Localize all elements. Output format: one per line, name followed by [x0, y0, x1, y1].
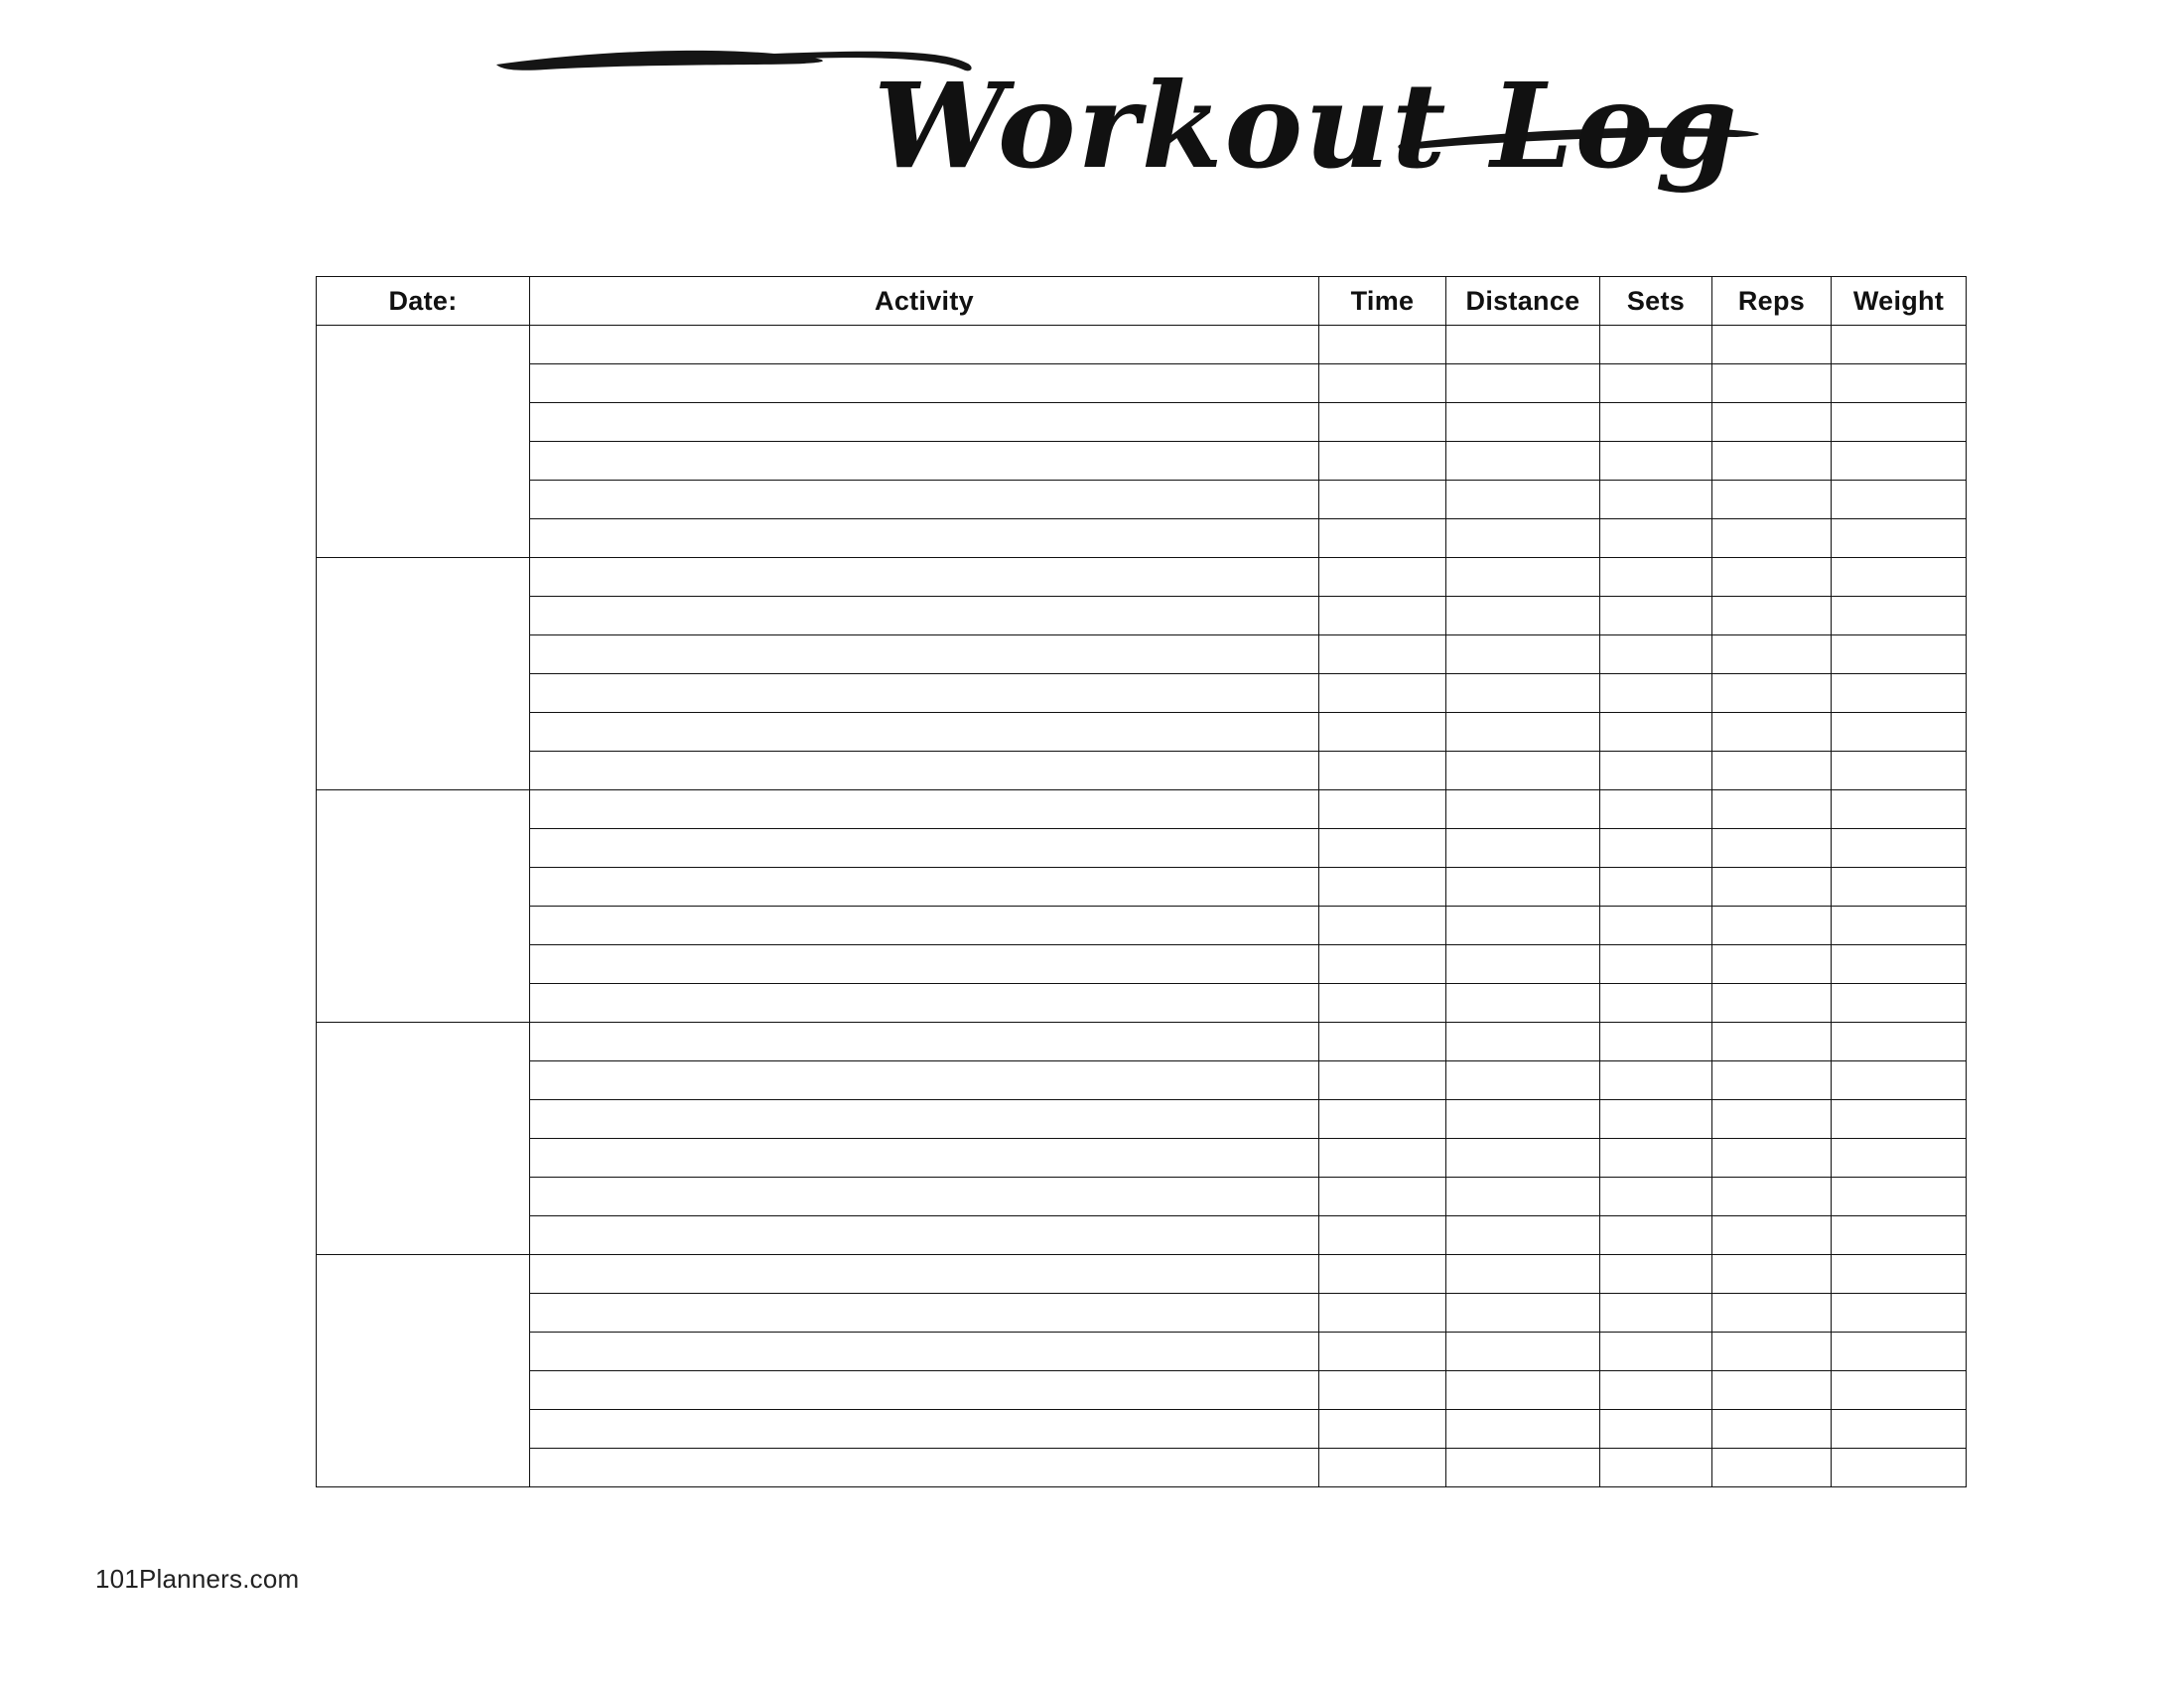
- distance-field[interactable]: [1446, 1371, 1600, 1410]
- weight-field[interactable]: [1832, 635, 1967, 674]
- activity-field[interactable]: [530, 1294, 1319, 1333]
- sets-field[interactable]: [1600, 519, 1712, 558]
- table-row: [317, 1333, 1967, 1371]
- table-row: [317, 597, 1967, 635]
- time-field[interactable]: [1319, 752, 1446, 790]
- reps-field[interactable]: [1712, 868, 1832, 907]
- weight-field[interactable]: [1832, 1216, 1967, 1255]
- sets-field[interactable]: [1600, 1216, 1712, 1255]
- reps-field[interactable]: [1712, 945, 1832, 984]
- column-header-date: Date:: [317, 277, 530, 326]
- weight-field[interactable]: [1832, 558, 1967, 597]
- weight-field[interactable]: [1832, 364, 1967, 403]
- time-field[interactable]: [1319, 481, 1446, 519]
- reps-field[interactable]: [1712, 1449, 1832, 1487]
- activity-field[interactable]: [530, 1178, 1319, 1216]
- sets-field[interactable]: [1600, 1100, 1712, 1139]
- reps-field[interactable]: [1712, 1023, 1832, 1061]
- time-field[interactable]: [1319, 1139, 1446, 1178]
- sets-field[interactable]: [1600, 945, 1712, 984]
- table-row: [317, 1061, 1967, 1100]
- reps-field[interactable]: [1712, 326, 1832, 364]
- distance-field[interactable]: [1446, 1410, 1600, 1449]
- time-field[interactable]: [1319, 1216, 1446, 1255]
- time-field[interactable]: [1319, 713, 1446, 752]
- document-header: [0, 20, 2184, 248]
- activity-field[interactable]: [530, 403, 1319, 442]
- weight-field[interactable]: [1832, 945, 1967, 984]
- table-row: [317, 481, 1967, 519]
- sets-field[interactable]: [1600, 403, 1712, 442]
- table-row: [317, 403, 1967, 442]
- sets-field[interactable]: [1600, 1139, 1712, 1178]
- weight-field[interactable]: [1832, 713, 1967, 752]
- reps-field[interactable]: [1712, 984, 1832, 1023]
- distance-field[interactable]: [1446, 752, 1600, 790]
- sets-field[interactable]: [1600, 481, 1712, 519]
- table-row: [317, 442, 1967, 481]
- distance-field[interactable]: [1446, 1061, 1600, 1100]
- time-field[interactable]: [1319, 1100, 1446, 1139]
- weight-field[interactable]: [1832, 1023, 1967, 1061]
- distance-field[interactable]: [1446, 1216, 1600, 1255]
- distance-field[interactable]: [1446, 1139, 1600, 1178]
- time-field[interactable]: [1319, 1255, 1446, 1294]
- workout-log-sheet: [316, 276, 1966, 1487]
- sets-field[interactable]: [1600, 364, 1712, 403]
- distance-field[interactable]: [1446, 829, 1600, 868]
- time-field[interactable]: [1319, 403, 1446, 442]
- distance-field[interactable]: [1446, 364, 1600, 403]
- sets-field[interactable]: [1600, 984, 1712, 1023]
- sets-field[interactable]: [1600, 674, 1712, 713]
- distance-field[interactable]: [1446, 1023, 1600, 1061]
- flourish-left-stroke: [496, 51, 823, 70]
- table-row: [317, 558, 1967, 597]
- time-field[interactable]: [1319, 519, 1446, 558]
- activity-field[interactable]: [530, 1333, 1319, 1371]
- time-field[interactable]: [1319, 326, 1446, 364]
- time-field[interactable]: [1319, 829, 1446, 868]
- distance-field[interactable]: [1446, 674, 1600, 713]
- activity-field[interactable]: [530, 481, 1319, 519]
- table-row: [317, 1139, 1967, 1178]
- sets-field[interactable]: [1600, 1410, 1712, 1449]
- distance-field[interactable]: [1446, 1178, 1600, 1216]
- table-row: [317, 519, 1967, 558]
- column-header-activity: Activity: [530, 277, 1319, 326]
- date-field[interactable]: [317, 1255, 530, 1487]
- reps-field[interactable]: [1712, 907, 1832, 945]
- sets-field[interactable]: [1600, 868, 1712, 907]
- time-field[interactable]: [1319, 674, 1446, 713]
- reps-field[interactable]: [1712, 558, 1832, 597]
- weight-field[interactable]: [1832, 1410, 1967, 1449]
- activity-field[interactable]: [530, 868, 1319, 907]
- weight-field[interactable]: [1832, 829, 1967, 868]
- time-field[interactable]: [1319, 635, 1446, 674]
- time-field[interactable]: [1319, 1178, 1446, 1216]
- sets-field[interactable]: [1600, 597, 1712, 635]
- weight-field[interactable]: [1832, 674, 1967, 713]
- table-row: [317, 1371, 1967, 1410]
- weight-field[interactable]: [1832, 481, 1967, 519]
- activity-field[interactable]: [530, 597, 1319, 635]
- weight-field[interactable]: [1832, 1139, 1967, 1178]
- date-field[interactable]: [317, 1023, 530, 1255]
- time-field[interactable]: [1319, 1449, 1446, 1487]
- weight-field[interactable]: [1832, 1255, 1967, 1294]
- distance-field[interactable]: [1446, 945, 1600, 984]
- activity-field[interactable]: [530, 984, 1319, 1023]
- reps-field[interactable]: [1712, 403, 1832, 442]
- column-header-weight: Weight: [1832, 277, 1967, 326]
- distance-field[interactable]: [1446, 713, 1600, 752]
- sets-field[interactable]: [1600, 790, 1712, 829]
- sets-field[interactable]: [1600, 1255, 1712, 1294]
- table-body: [317, 326, 1967, 1487]
- table-row: [317, 1294, 1967, 1333]
- activity-field[interactable]: [530, 752, 1319, 790]
- table-row: [317, 790, 1967, 829]
- weight-field[interactable]: [1832, 1100, 1967, 1139]
- weight-field[interactable]: [1832, 1371, 1967, 1410]
- distance-field[interactable]: [1446, 1255, 1600, 1294]
- distance-field[interactable]: [1446, 597, 1600, 635]
- distance-field[interactable]: [1446, 635, 1600, 674]
- table-row: [317, 945, 1967, 984]
- activity-field[interactable]: [530, 1216, 1319, 1255]
- sets-field[interactable]: [1600, 326, 1712, 364]
- table-row: [317, 1255, 1967, 1294]
- sets-field[interactable]: [1600, 1333, 1712, 1371]
- table-row: [317, 1449, 1967, 1487]
- time-field[interactable]: [1319, 1294, 1446, 1333]
- activity-field[interactable]: [530, 442, 1319, 481]
- workout-log-table: [316, 276, 1967, 1487]
- weight-field[interactable]: [1832, 752, 1967, 790]
- reps-field[interactable]: [1712, 519, 1832, 558]
- activity-field[interactable]: [530, 1023, 1319, 1061]
- weight-field[interactable]: [1832, 1061, 1967, 1100]
- weight-field[interactable]: [1832, 790, 1967, 829]
- activity-field[interactable]: [530, 713, 1319, 752]
- distance-field[interactable]: [1446, 403, 1600, 442]
- time-field[interactable]: [1319, 1371, 1446, 1410]
- title-artwork: [347, 20, 1837, 248]
- time-field[interactable]: [1319, 1023, 1446, 1061]
- table-row: [317, 1100, 1967, 1139]
- time-field[interactable]: [1319, 597, 1446, 635]
- activity-field[interactable]: [530, 635, 1319, 674]
- weight-field[interactable]: [1832, 1449, 1967, 1487]
- distance-field[interactable]: [1446, 790, 1600, 829]
- sets-field[interactable]: [1600, 829, 1712, 868]
- activity-field[interactable]: [530, 1100, 1319, 1139]
- weight-field[interactable]: [1832, 326, 1967, 364]
- column-header-reps: Reps: [1712, 277, 1832, 326]
- time-field[interactable]: [1319, 945, 1446, 984]
- weight-field[interactable]: [1832, 442, 1967, 481]
- activity-field[interactable]: [530, 1410, 1319, 1449]
- sets-field[interactable]: [1600, 752, 1712, 790]
- distance-field[interactable]: [1446, 1294, 1600, 1333]
- table-row: [317, 326, 1967, 364]
- column-header-time: Time: [1319, 277, 1446, 326]
- time-field[interactable]: [1319, 790, 1446, 829]
- activity-field[interactable]: [530, 907, 1319, 945]
- page-title: Workout Log: [874, 57, 1739, 195]
- sets-field[interactable]: [1600, 1178, 1712, 1216]
- reps-field[interactable]: [1712, 1371, 1832, 1410]
- date-field[interactable]: [317, 326, 530, 558]
- reps-field[interactable]: [1712, 674, 1832, 713]
- activity-field[interactable]: [530, 519, 1319, 558]
- reps-field[interactable]: [1712, 1255, 1832, 1294]
- table-row: [317, 674, 1967, 713]
- date-field[interactable]: [317, 790, 530, 1023]
- reps-field[interactable]: [1712, 790, 1832, 829]
- reps-field[interactable]: [1712, 597, 1832, 635]
- activity-field[interactable]: [530, 1061, 1319, 1100]
- reps-field[interactable]: [1712, 713, 1832, 752]
- table-row: [317, 829, 1967, 868]
- reps-field[interactable]: [1712, 1216, 1832, 1255]
- reps-field[interactable]: [1712, 442, 1832, 481]
- reps-field[interactable]: [1712, 1410, 1832, 1449]
- activity-field[interactable]: [530, 790, 1319, 829]
- distance-field[interactable]: [1446, 519, 1600, 558]
- date-field[interactable]: [317, 558, 530, 790]
- time-field[interactable]: [1319, 364, 1446, 403]
- weight-field[interactable]: [1832, 1294, 1967, 1333]
- time-field[interactable]: [1319, 984, 1446, 1023]
- time-field[interactable]: [1319, 1410, 1446, 1449]
- distance-field[interactable]: [1446, 442, 1600, 481]
- distance-field[interactable]: [1446, 1333, 1600, 1371]
- sets-field[interactable]: [1600, 558, 1712, 597]
- reps-field[interactable]: [1712, 1178, 1832, 1216]
- sets-field[interactable]: [1600, 635, 1712, 674]
- weight-field[interactable]: [1832, 403, 1967, 442]
- column-header-sets: Sets: [1600, 277, 1712, 326]
- table-row: [317, 1023, 1967, 1061]
- reps-field[interactable]: [1712, 1061, 1832, 1100]
- reps-field[interactable]: [1712, 481, 1832, 519]
- activity-field[interactable]: [530, 1255, 1319, 1294]
- sets-field[interactable]: [1600, 1294, 1712, 1333]
- reps-field[interactable]: [1712, 1333, 1832, 1371]
- weight-field[interactable]: [1832, 1333, 1967, 1371]
- distance-field[interactable]: [1446, 326, 1600, 364]
- time-field[interactable]: [1319, 1061, 1446, 1100]
- reps-field[interactable]: [1712, 364, 1832, 403]
- weight-field[interactable]: [1832, 984, 1967, 1023]
- activity-field[interactable]: [530, 829, 1319, 868]
- weight-field[interactable]: [1832, 1178, 1967, 1216]
- time-field[interactable]: [1319, 907, 1446, 945]
- time-field[interactable]: [1319, 558, 1446, 597]
- distance-field[interactable]: [1446, 907, 1600, 945]
- distance-field[interactable]: [1446, 1100, 1600, 1139]
- table-row: [317, 752, 1967, 790]
- activity-field[interactable]: [530, 326, 1319, 364]
- table-row: [317, 364, 1967, 403]
- table-row: [317, 635, 1967, 674]
- activity-field[interactable]: [530, 364, 1319, 403]
- time-field[interactable]: [1319, 442, 1446, 481]
- table-row: [317, 713, 1967, 752]
- weight-field[interactable]: [1832, 907, 1967, 945]
- activity-field[interactable]: [530, 945, 1319, 984]
- table-row: [317, 984, 1967, 1023]
- reps-field[interactable]: [1712, 752, 1832, 790]
- time-field[interactable]: [1319, 1333, 1446, 1371]
- activity-field[interactable]: [530, 1371, 1319, 1410]
- sets-field[interactable]: [1600, 713, 1712, 752]
- activity-field[interactable]: [530, 674, 1319, 713]
- sets-field[interactable]: [1600, 1371, 1712, 1410]
- sets-field[interactable]: [1600, 907, 1712, 945]
- activity-field[interactable]: [530, 1139, 1319, 1178]
- sets-field[interactable]: [1600, 1061, 1712, 1100]
- distance-field[interactable]: [1446, 984, 1600, 1023]
- header-row: [317, 277, 1967, 326]
- time-field[interactable]: [1319, 868, 1446, 907]
- sets-field[interactable]: [1600, 1449, 1712, 1487]
- distance-field[interactable]: [1446, 868, 1600, 907]
- table-row: [317, 1178, 1967, 1216]
- weight-field[interactable]: [1832, 519, 1967, 558]
- column-header-distance: Distance: [1446, 277, 1600, 326]
- reps-field[interactable]: [1712, 1139, 1832, 1178]
- reps-field[interactable]: [1712, 635, 1832, 674]
- reps-field[interactable]: [1712, 1294, 1832, 1333]
- activity-field[interactable]: [530, 1449, 1319, 1487]
- table-row: [317, 868, 1967, 907]
- table-row: [317, 1410, 1967, 1449]
- reps-field[interactable]: [1712, 1100, 1832, 1139]
- activity-field[interactable]: [530, 558, 1319, 597]
- distance-field[interactable]: [1446, 1449, 1600, 1487]
- reps-field[interactable]: [1712, 829, 1832, 868]
- table-row: [317, 907, 1967, 945]
- sets-field[interactable]: [1600, 1023, 1712, 1061]
- table-row: [317, 1216, 1967, 1255]
- weight-field[interactable]: [1832, 868, 1967, 907]
- sets-field[interactable]: [1600, 442, 1712, 481]
- table-header: [317, 277, 1967, 326]
- distance-field[interactable]: [1446, 481, 1600, 519]
- distance-field[interactable]: [1446, 558, 1600, 597]
- weight-field[interactable]: [1832, 597, 1967, 635]
- footer-credit: 101Planners.com: [95, 1564, 300, 1594]
